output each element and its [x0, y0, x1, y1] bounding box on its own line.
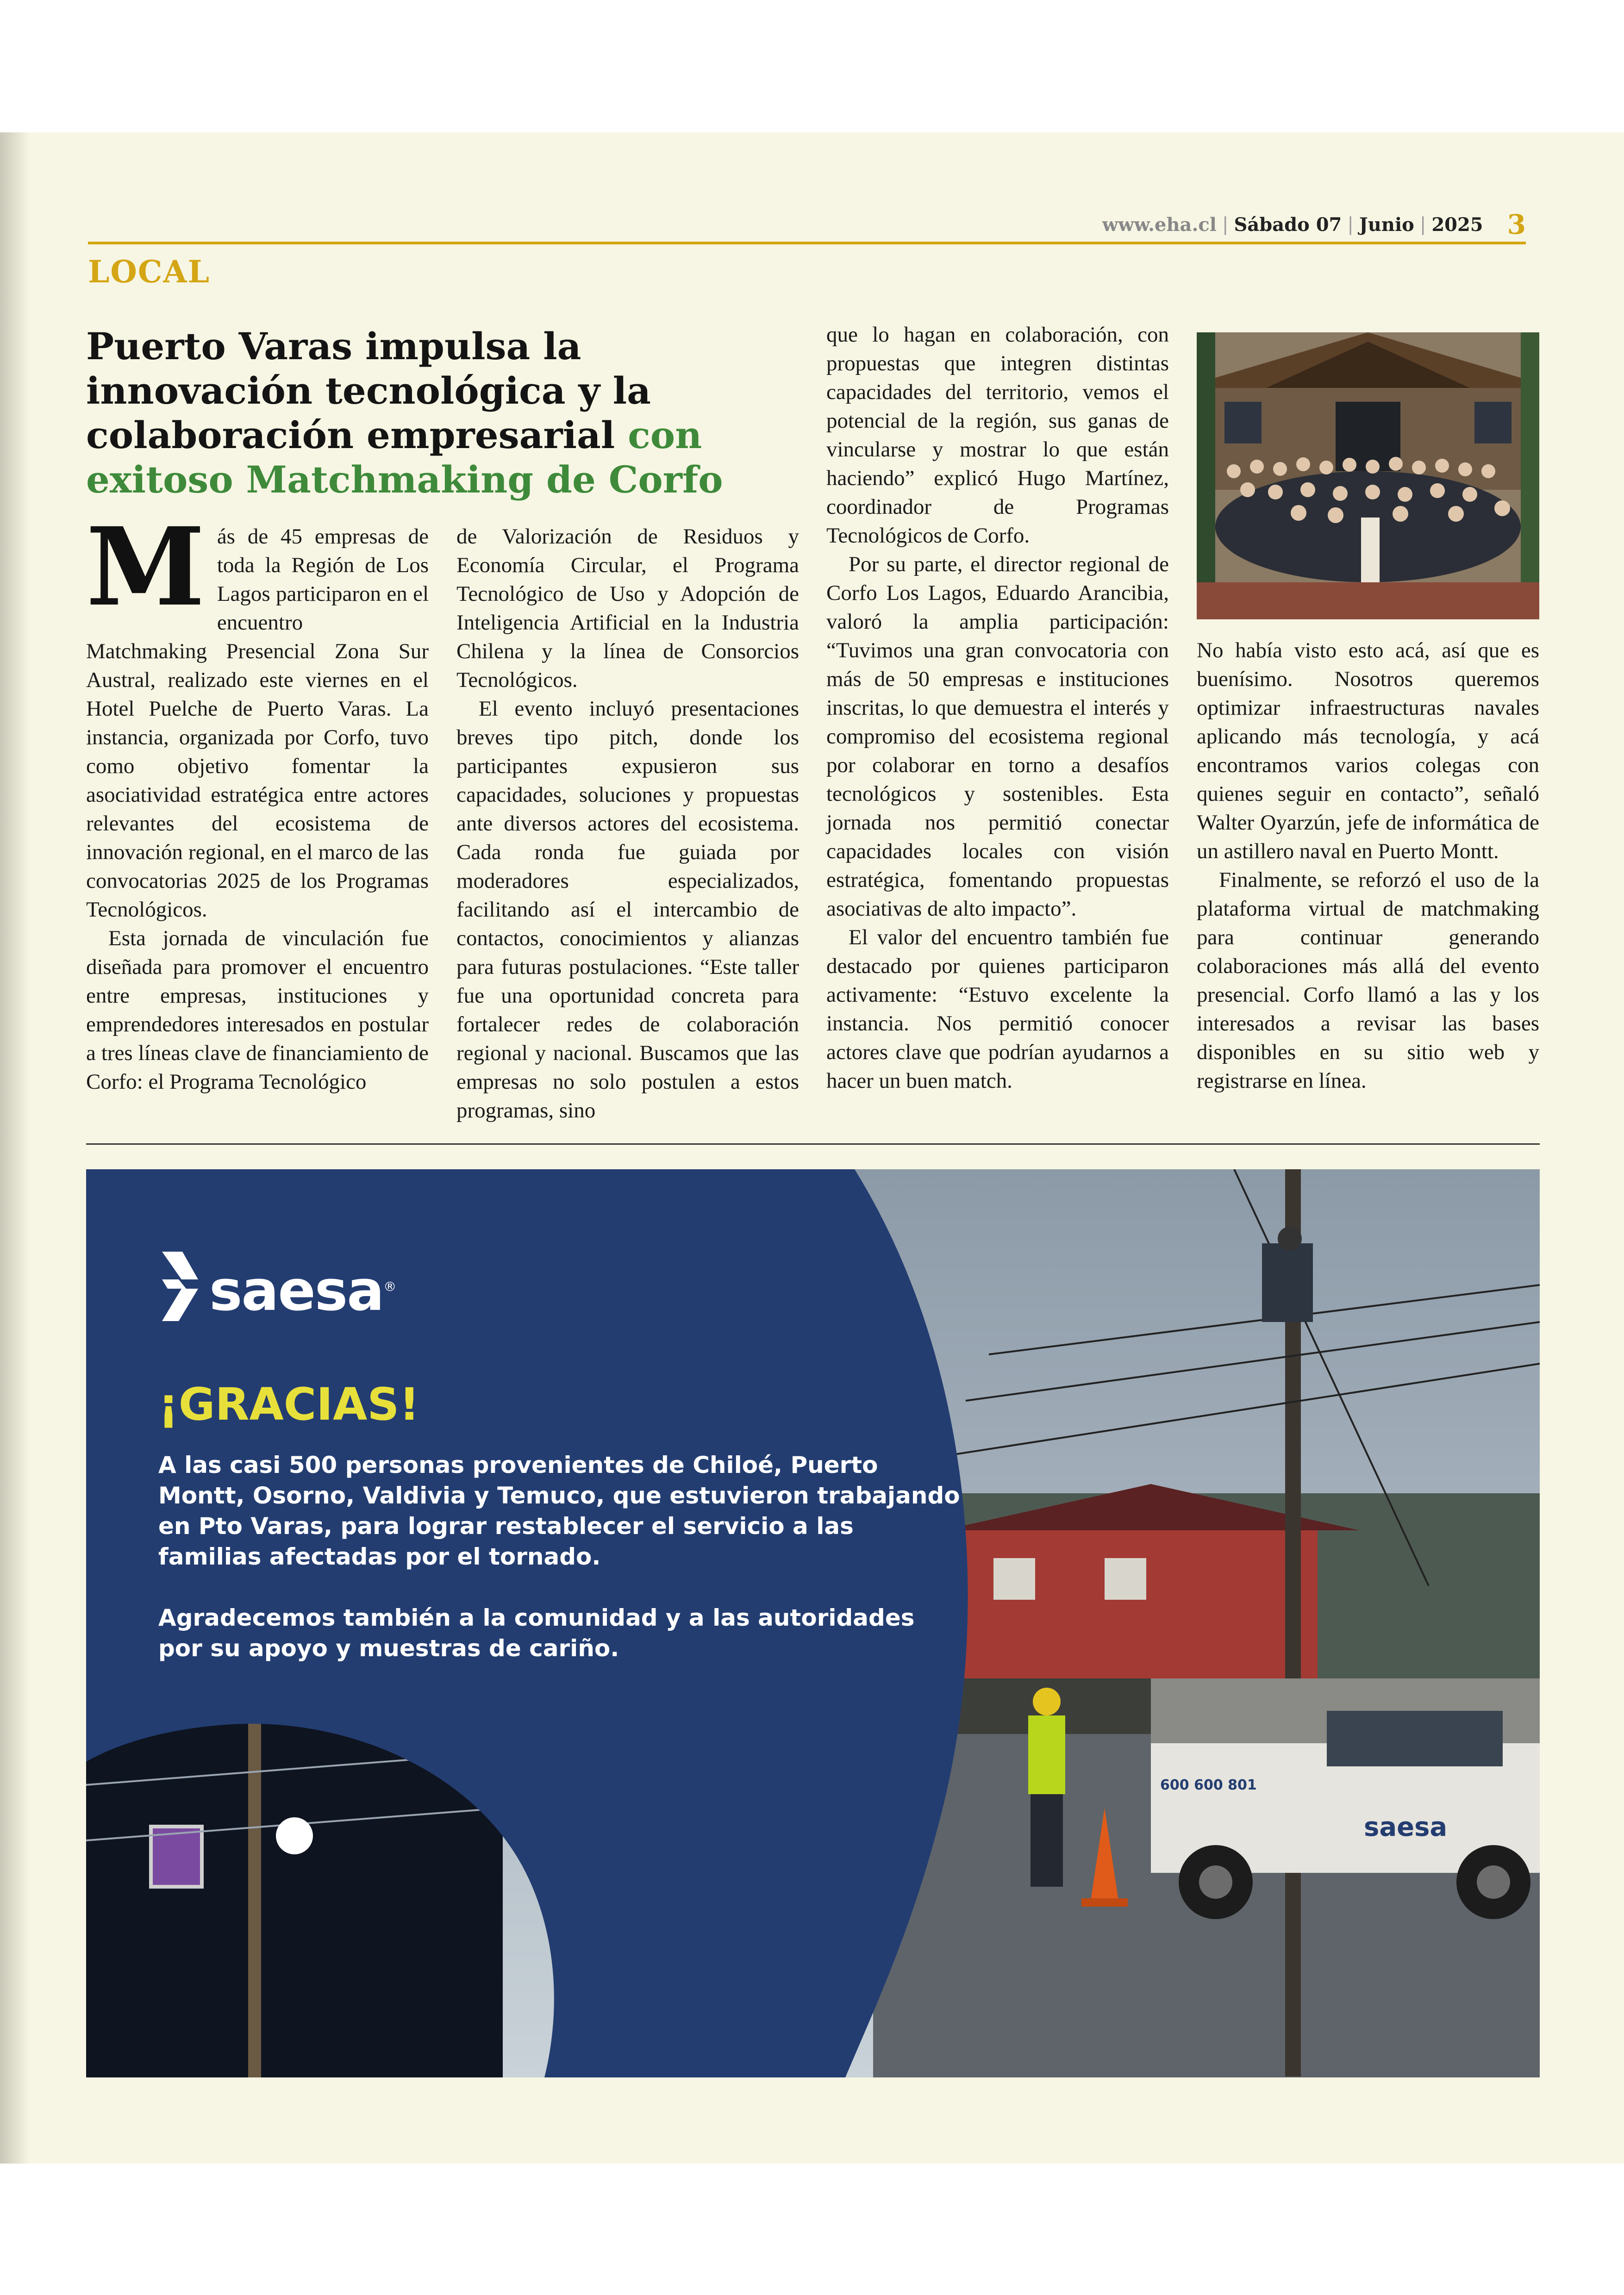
- group-photo-illustration: [1197, 332, 1539, 619]
- saesa-logo: [158, 1252, 395, 1330]
- masthead-separator: |: [1419, 214, 1426, 235]
- group-photo: [1197, 332, 1539, 619]
- date-year: 2025: [1431, 213, 1483, 236]
- headline-highlight: con exitoso Matchmaking de Corfo: [86, 413, 723, 501]
- date-day: Sábado 07: [1234, 213, 1342, 236]
- article-paragraph: que lo hagan en colaboración, con propuestas que integren distintas capacidades del territorio, vemos el potencial de la región, sus ganas de vincularse y mostrar lo que están haciendo” explicó Hugo Martínez, coordinador de Programas Tecnológicos de Corfo.: [826, 323, 1169, 548]
- article-paragraph: Esta jornada de vinculación fue diseñada para promover el encuentro entre empresas, instituciones y emprendedores interesados en postular a tres líneas clave de financiamiento de Corfo: el Programa Tecnológico: [86, 926, 429, 1094]
- article-paragraph: de Valorización de Residuos y Economía Circular, el Programa Tecnológico de Uso y Adopción de Inteligencia Artificial en la Industria Chilena y la línea de Consorcios Tecnológicos.: [456, 524, 799, 692]
- registered-mark: ®: [383, 1278, 396, 1294]
- page-spine-shadow: [0, 132, 30, 2164]
- article-paragraph: No había visto esto acá, así que es buenísimo. Nosotros queremos optimizar infraestructuras navales aplicando más tecnología, y acá encontramos varios colegas con quienes seguir en contacto”, señaló Walter Oyarzún, jefe de informática de un astillero naval en Puerto Montt.: [1197, 638, 1539, 863]
- ad-message: [158, 1450, 964, 1694]
- page-masthead: [1102, 208, 1526, 241]
- date-month: Junio: [1359, 213, 1414, 236]
- article-column-4: [1197, 636, 1539, 1095]
- masthead-separator: |: [1222, 214, 1229, 235]
- truck-phone: 600 600 801: [1160, 1777, 1257, 1793]
- saesa-wordmark: [209, 1259, 395, 1323]
- header-rule: [88, 242, 1526, 244]
- headline-main: Puerto Varas impulsa la innovación tecnológica y la colaboración empresarial: [86, 324, 651, 457]
- article-paragraph: El valor del encuentro también fue destacado por quienes participaron activamente: “Estuvo excelente la instancia. Nos permitió conocer actores clave que podrían ayudarnos a hacer un buen match.: [826, 925, 1169, 1093]
- section-label: LOCAL: [88, 254, 211, 290]
- article-column-3: [826, 320, 1169, 1095]
- paragraph-text: ás de 45 empresas de toda la Región de Los Lagos participaron en el encuentro Matchmaking Presencial Zona Sur Austral, realizado este viernes en el Hotel Puelche de Puerto Varas. La instancia, organizada por Corfo, tuvo como objetivo fomentar la asociatividad estratégica entre actores relevantes del ecosistema de innovación regional, en el marco de las convocatorias 2025 de los Programas Tecnológicos.: [86, 524, 429, 922]
- article-paragraph: El evento incluyó presentaciones breves tipo pitch, donde los participantes expusieron sus capacidades, soluciones y propuestas ante diversos actores del ecosistema. Cada ronda fue guiada por moderadores especializados, facilitando así el intercambio de contactos, conocimientos y alianzas para futuras postulaciones. “Este taller fue una oportunidad concreta para fortalecer redes de colaboración regional y nacional. Buscamos que las empresas no solo postulen a estos programas, sino: [456, 697, 799, 1123]
- ad-title: ¡GRACIAS!: [158, 1378, 420, 1430]
- masthead-separator: |: [1347, 214, 1354, 235]
- website-url[interactable]: www.eha.cl: [1102, 213, 1217, 236]
- drop-cap: M: [86, 504, 205, 630]
- saesa-advertisement: [86, 1169, 1540, 2077]
- article-column-2: [456, 522, 799, 1125]
- truck-brand: saesa: [1364, 1812, 1448, 1842]
- page-number: 3: [1507, 209, 1526, 240]
- brand-name: saesa: [209, 1259, 384, 1323]
- article-paragraph: [86, 504, 429, 924]
- article-headline: [86, 324, 808, 502]
- ad-paragraph: A las casi 500 personas provenientes de Chiloé, Puerto Montt, Osorno, Valdivia y Temuco, que estuvieron trabajando en Pto Varas, para lograr restablecer el servicio a las familias afectadas por el tornado.: [158, 1452, 960, 1570]
- article-divider: [86, 1143, 1540, 1145]
- article-paragraph: Por su parte, el director regional de Corfo Los Lagos, Eduardo Arancibia, valoró la amplia participación: “Tuvimos una gran convocatoria con más de 50 empresas e instituciones inscritas, lo que demuestra el interés y compromiso del ecosistema regional por colaborar en torno a desafíos tecnológicos y sostenibles. Esta jornada nos permitió conectar capacidades locales con visión estratégica, fomentando propuestas asociativas de alto impacto”.: [826, 552, 1169, 921]
- article-column-1: [86, 504, 429, 1096]
- utility-worker: [1028, 1688, 1065, 1887]
- ad-paragraph: Agradecemos también a la comunidad y a las autoridades por su apoyo y muestras de cariño.: [158, 1604, 915, 1662]
- saesa-logo-icon: [158, 1252, 200, 1330]
- article-paragraph: Finalmente, se reforzó el uso de la plataforma virtual de matchmaking para continuar generando colaboraciones más allá del evento presencial. Corfo llamó a las y los interesados a revisar las bases disponibles en su sitio web y registrarse en línea.: [1197, 868, 1539, 1093]
